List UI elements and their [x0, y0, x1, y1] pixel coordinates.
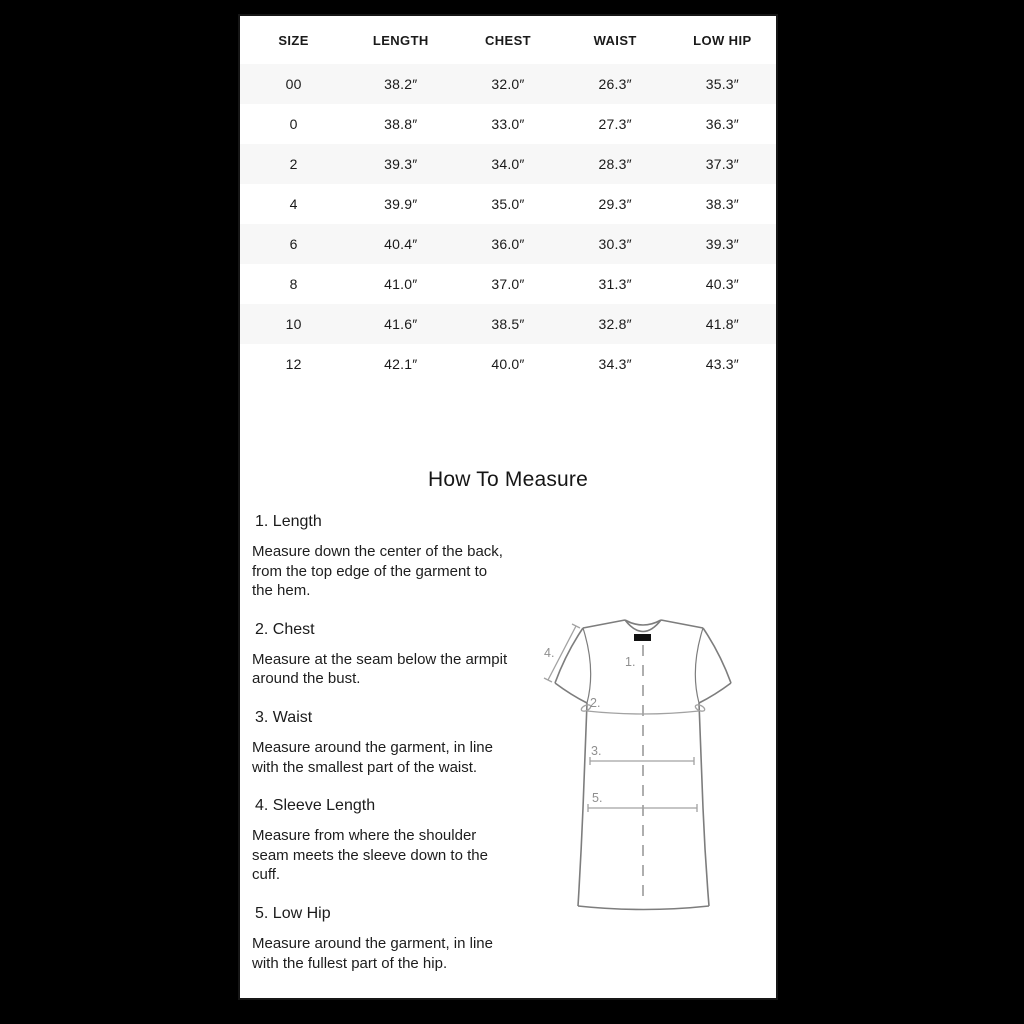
- diagram-label-5: 5.: [592, 791, 603, 805]
- length-cell: 39.9″: [384, 196, 418, 212]
- waist-cell: 30.3″: [598, 236, 632, 252]
- instruction-heading: 2. Chest: [255, 620, 315, 638]
- size-cell: 00: [285, 76, 302, 92]
- neck-tag: [634, 634, 651, 641]
- table-row: [240, 224, 776, 264]
- size-cell: 4: [289, 196, 298, 212]
- instruction-body: Measure at the seam below the armpit around the bust.: [252, 650, 508, 688]
- length-cell: 39.3″: [384, 156, 418, 172]
- instruction-sleeve-length: [252, 797, 510, 885]
- waist-cell: 26.3″: [598, 76, 632, 92]
- waist-cell: 32.8″: [598, 316, 632, 332]
- length-cell: 40.4″: [384, 236, 418, 252]
- waist-cell: 31.3″: [598, 276, 632, 292]
- instruction-waist: [252, 709, 510, 777]
- instruction-heading: 3. Waist: [255, 708, 313, 726]
- column-header-length: LENGTH: [372, 32, 429, 48]
- chest-cell: 36.0″: [491, 236, 525, 252]
- low-hip-cell: 38.3″: [705, 196, 739, 212]
- table-row: [240, 64, 776, 104]
- length-cell: 41.6″: [384, 316, 418, 332]
- low-hip-cell: 40.3″: [705, 276, 739, 292]
- size-cell: 0: [289, 116, 298, 132]
- size-chart-table: [240, 16, 776, 384]
- chest-cell: 40.0″: [491, 356, 525, 372]
- chest-cell: 34.0″: [491, 156, 525, 172]
- waist-cell: 28.3″: [598, 156, 632, 172]
- instruction-heading: 5. Low Hip: [255, 904, 331, 922]
- chest-cell: 38.5″: [491, 316, 525, 332]
- chest-cell: 32.0″: [491, 76, 525, 92]
- how-to-measure-title: How To Measure: [428, 468, 588, 491]
- length-cell: 42.1″: [384, 356, 418, 372]
- chest-cell: 37.0″: [491, 276, 525, 292]
- instruction-heading: 4. Sleeve Length: [255, 797, 376, 815]
- table-row: [240, 184, 776, 224]
- low-hip-cell: 36.3″: [705, 116, 739, 132]
- length-cell: 38.2″: [384, 76, 418, 92]
- chest-cell: 33.0″: [491, 116, 525, 132]
- diagram-label-2: 2.: [590, 696, 601, 710]
- table-header-row: [240, 16, 776, 64]
- waist-cell: 27.3″: [598, 116, 632, 132]
- chest-cell: 35.0″: [491, 196, 525, 212]
- column-header-low-hip: LOW HIP: [693, 32, 752, 48]
- low-hip-cell: 43.3″: [705, 356, 739, 372]
- table-row: [240, 304, 776, 344]
- measure-instructions: [252, 513, 510, 993]
- column-header-waist: WAIST: [593, 32, 637, 48]
- size-cell: 6: [289, 236, 298, 252]
- instruction-low-hip: [252, 905, 510, 973]
- low-hip-cell: 37.3″: [705, 156, 739, 172]
- instruction-body: Measure down the center of the back, from the top edge of the garment to the hem.: [252, 543, 503, 600]
- table-row: [240, 144, 776, 184]
- waist-measure-line: [590, 757, 694, 765]
- waist-cell: 29.3″: [598, 196, 632, 212]
- instruction-body: Measure from where the shoulder seam meets the sleeve down to the cuff.: [252, 827, 488, 884]
- size-cell: 10: [285, 316, 302, 332]
- size-guide-card: [238, 14, 778, 1000]
- instruction-body: Measure around the garment, in line with the smallest part of the waist.: [252, 738, 493, 776]
- length-cell: 41.0″: [384, 276, 418, 292]
- low-hip-cell: 35.3″: [705, 76, 739, 92]
- low-hip-cell: 39.3″: [705, 236, 739, 252]
- diagram-label-1: 1.: [625, 655, 636, 669]
- instruction-length: [252, 513, 510, 601]
- waist-cell: 34.3″: [598, 356, 632, 372]
- instruction-heading: 1. Length: [255, 513, 322, 530]
- size-cell: 2: [289, 156, 298, 172]
- table-row: [240, 264, 776, 304]
- low-hip-cell: 41.8″: [705, 316, 739, 332]
- instruction-body: Measure around the garment, in line with the fullest part of the hip.: [252, 934, 493, 972]
- length-cell: 38.8″: [384, 116, 418, 132]
- column-header-size: SIZE: [278, 32, 309, 48]
- diagram-label-4: 4.: [544, 646, 555, 660]
- diagram-label-3: 3.: [591, 744, 602, 758]
- instruction-chest: [252, 621, 510, 689]
- column-header-chest: CHEST: [484, 32, 531, 48]
- size-cell: 12: [285, 356, 302, 372]
- size-cell: 8: [289, 276, 298, 292]
- table-row: [240, 344, 776, 384]
- dress-measurement-diagram: [533, 595, 765, 943]
- table-row: [240, 104, 776, 144]
